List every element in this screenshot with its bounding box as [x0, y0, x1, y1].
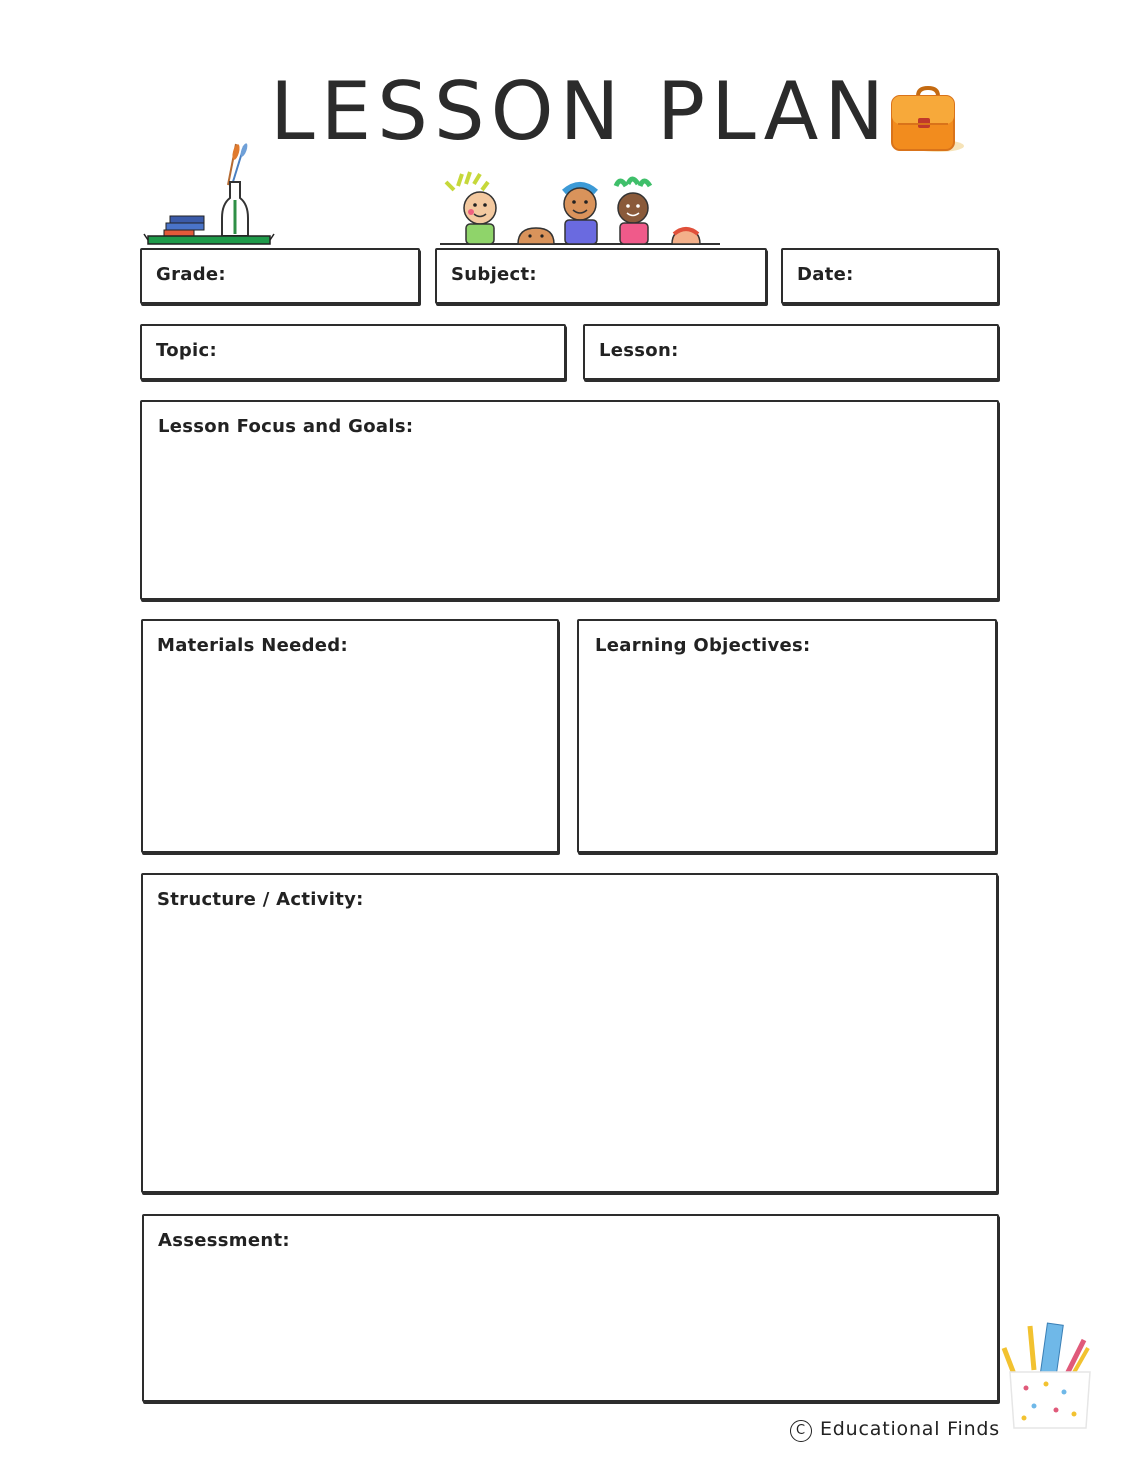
focus-goals-field[interactable] [140, 400, 999, 600]
topic-field[interactable] [140, 324, 566, 380]
grade-field[interactable] [140, 248, 420, 304]
assessment-field[interactable] [142, 1214, 999, 1402]
grade-label: Grade: [156, 264, 226, 285]
assessment-label: Assessment: [158, 1230, 290, 1251]
desk-books-vase-icon [140, 140, 276, 248]
lesson-field[interactable] [583, 324, 999, 380]
materials-label: Materials Needed: [157, 635, 348, 656]
date-label: Date: [797, 264, 854, 285]
date-field[interactable] [781, 248, 999, 304]
objectives-label: Learning Objectives: [595, 635, 811, 656]
materials-field[interactable] [141, 619, 559, 853]
subject-label: Subject: [451, 264, 537, 285]
topic-label: Topic: [156, 340, 217, 361]
kids-peeking-illustration [440, 172, 720, 248]
page-title: LESSON PLAN [270, 65, 891, 158]
pencil-cup-icon [1000, 1318, 1100, 1430]
objectives-field[interactable] [577, 619, 997, 853]
footer-copyright [790, 1418, 1000, 1442]
focus-goals-label: Lesson Focus and Goals: [158, 416, 414, 437]
structure-activity-field[interactable] [141, 873, 998, 1193]
copyright-symbol: C [790, 1420, 812, 1442]
subject-field[interactable] [435, 248, 767, 304]
footer-brand: Educational Finds [820, 1418, 1000, 1440]
structure-activity-label: Structure / Activity: [157, 889, 364, 910]
lesson-label: Lesson: [599, 340, 679, 361]
school-bag-icon [888, 86, 968, 156]
